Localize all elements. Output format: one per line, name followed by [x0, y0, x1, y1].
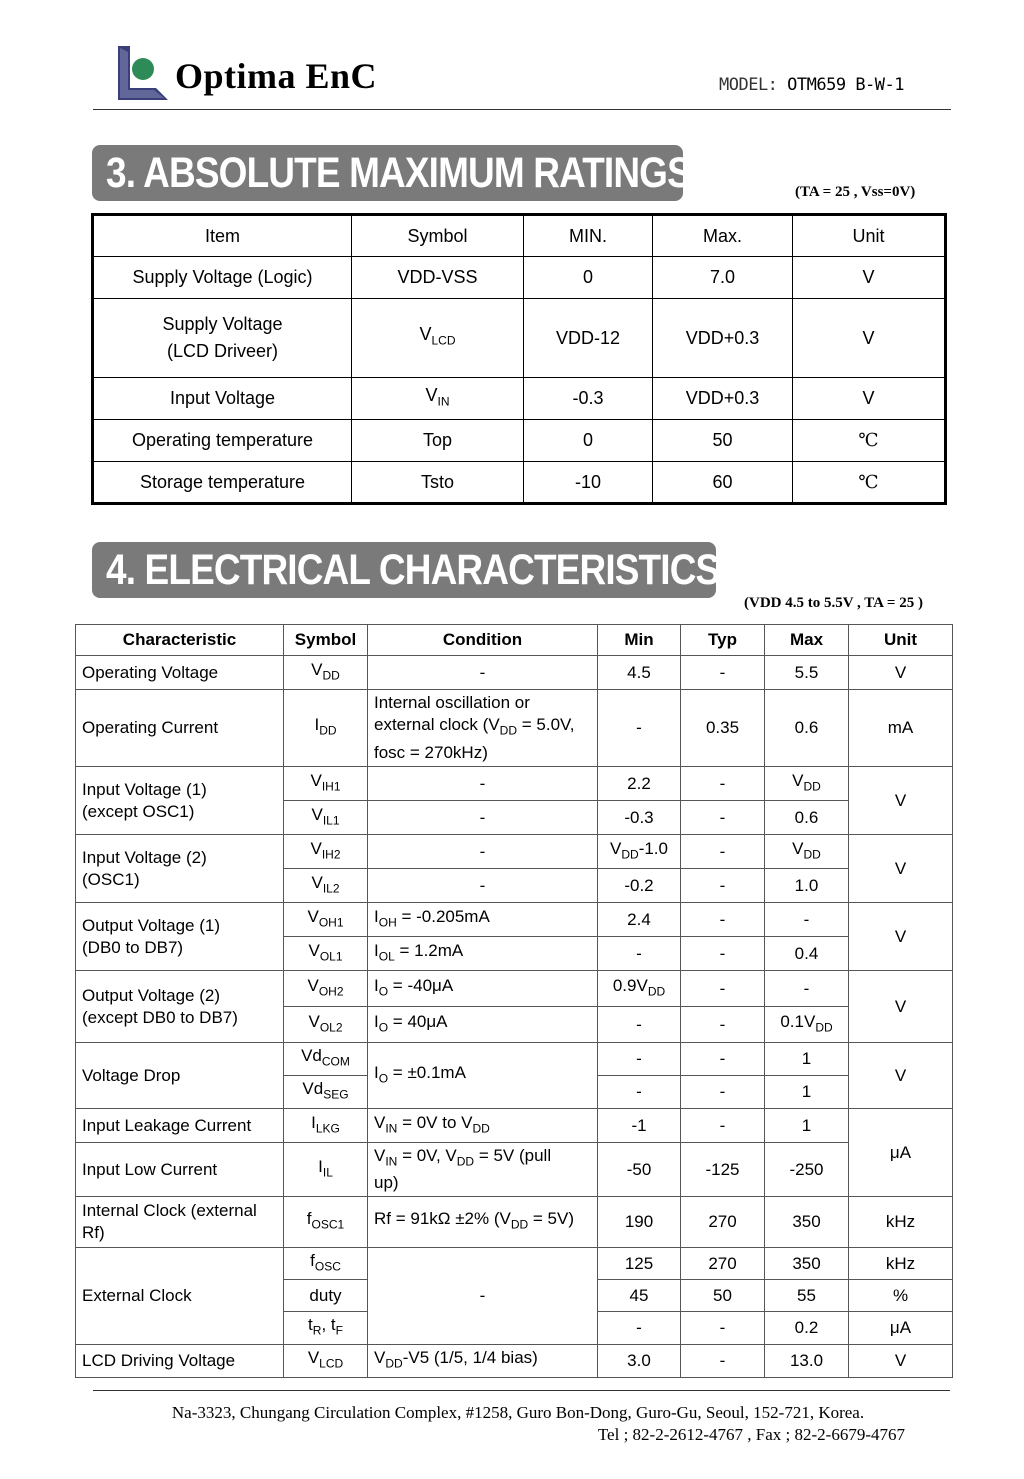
typ-cell: 270	[681, 1197, 765, 1248]
typ-cell: -	[681, 937, 765, 971]
symbol-cell: $V_{OL1}$	[284, 937, 368, 971]
typ-cell: -	[681, 869, 765, 903]
symbol-cell: $V_{OH2}$	[284, 971, 368, 1007]
table-row	[76, 1248, 953, 1280]
min-cell: -0.2	[598, 869, 681, 903]
unit-cell: V	[849, 835, 953, 903]
symbol-cell: $V_{LCD}$	[284, 1345, 368, 1378]
column-header: MIN.	[524, 215, 653, 257]
typ-cell: -	[681, 1312, 765, 1345]
min-cell: -	[598, 1312, 681, 1345]
max-cell: -	[765, 971, 849, 1007]
min-cell: $V_{DD}-1.0$	[598, 835, 681, 869]
column-header: Condition	[368, 625, 598, 656]
section-4-conditions: (VDD 4.5 to 5.5V , TA = 25 )	[744, 595, 923, 611]
column-header: Characteristic	[76, 625, 284, 656]
model-number: MODEL: OTM659 B-W-1	[719, 75, 904, 95]
characteristic-cell: Operating Voltage	[76, 656, 284, 690]
section-3-title: 3. ABSOLUTE MAXIMUM RATINGS	[92, 145, 683, 201]
condition-cell: $V_{DD}-V5$ (1/5, 1/4 bias)	[368, 1345, 598, 1378]
symbol-cell: $t_R$, $t_F$	[284, 1312, 368, 1345]
max-cell: 1.0	[765, 869, 849, 903]
max-cell: 13.0	[765, 1345, 849, 1378]
min-cell: 3.0	[598, 1345, 681, 1378]
min-cell: -50	[598, 1143, 681, 1197]
min-cell: -	[598, 937, 681, 971]
max-cell: $V_{DD}$	[765, 767, 849, 801]
max-cell: VDD+0.3	[653, 299, 793, 378]
max-cell: -250	[765, 1143, 849, 1197]
symbol-cell: $V_{OH1}$	[284, 903, 368, 937]
table-row	[76, 903, 953, 937]
max-cell: 1	[765, 1043, 849, 1076]
table-row	[76, 971, 953, 1007]
table-row	[76, 1197, 953, 1248]
symbol-cell: $V_{DD}$	[284, 656, 368, 690]
characteristic-cell: External Clock	[76, 1248, 284, 1345]
company-name: Optima EnC	[175, 56, 378, 96]
typ-cell: -125	[681, 1143, 765, 1197]
unit-cell: ℃	[793, 420, 946, 462]
unit-cell: kHz	[849, 1197, 953, 1248]
unit-cell: ℃	[793, 462, 946, 504]
characteristic-cell: Input Low Current	[76, 1143, 284, 1197]
table-row	[76, 835, 953, 869]
symbol-cell: Top	[352, 420, 524, 462]
typ-cell: 0.35	[681, 690, 765, 767]
symbol-cell: $I_{IL}$	[284, 1143, 368, 1197]
min-cell: -1	[598, 1109, 681, 1143]
characteristic-cell: Internal Clock (external Rf)	[76, 1197, 284, 1248]
unit-cell: μA	[849, 1312, 953, 1345]
section-3-conditions: (TA = 25 , Vss=0V)	[795, 184, 916, 200]
min-cell: 125	[598, 1248, 681, 1280]
item-cell: Storage temperature	[93, 462, 352, 504]
symbol-cell: Tsto	[352, 462, 524, 504]
min-cell: -0.3	[524, 378, 653, 420]
table-row	[76, 1345, 953, 1378]
max-cell: 1	[765, 1109, 849, 1143]
min-cell: 190	[598, 1197, 681, 1248]
unit-cell: V	[849, 767, 953, 835]
condition-cell: -	[368, 835, 598, 869]
max-cell: 350	[765, 1248, 849, 1280]
min-cell: -	[598, 1043, 681, 1076]
unit-cell: V	[849, 903, 953, 971]
typ-cell: -	[681, 1109, 765, 1143]
max-cell: 5.5	[765, 656, 849, 690]
unit-cell: mA	[849, 690, 953, 767]
characteristic-cell: Input Leakage Current	[76, 1109, 284, 1143]
max-cell: 60	[653, 462, 793, 504]
min-cell: 0	[524, 257, 653, 299]
absolute-max-ratings-table	[91, 213, 947, 505]
max-cell: 0.4	[765, 937, 849, 971]
unit-cell: kHz	[849, 1248, 953, 1280]
item-cell: Supply Voltage (LCD Driveer)	[93, 299, 352, 378]
max-cell: $V_{DD}$	[765, 835, 849, 869]
condition-cell: -	[368, 1248, 598, 1345]
max-cell: 350	[765, 1197, 849, 1248]
item-cell: Input Voltage	[93, 378, 352, 420]
min-cell: 0	[524, 420, 653, 462]
typ-cell: -	[681, 656, 765, 690]
table-header-row	[76, 625, 953, 656]
condition-cell: -	[368, 869, 598, 903]
table-row	[76, 1143, 953, 1197]
table-row	[93, 420, 946, 462]
max-cell: 7.0	[653, 257, 793, 299]
condition-cell: $I_O = -40\mu A$	[368, 971, 598, 1007]
unit-cell: V	[849, 1043, 953, 1109]
column-header: Max	[765, 625, 849, 656]
unit-cell: V	[849, 971, 953, 1043]
condition-cell: Internal oscillation or external clock ($V_{DD} = 5.0V$, fosc = 270kHz)	[368, 690, 598, 767]
max-cell: 50	[653, 420, 793, 462]
unit-cell: μA	[849, 1109, 953, 1197]
max-cell: 1	[765, 1076, 849, 1109]
table-row	[93, 299, 946, 378]
condition-cell: $I_O = \pm 0.1mA$	[368, 1043, 598, 1109]
footer-contact: Tel ; 82-2-2612-4767 , Fax ; 82-2-6679-4767	[597, 1425, 905, 1444]
unit-cell: V	[793, 257, 946, 299]
symbol-cell: $V_{LCD}$	[352, 299, 524, 378]
symbol-cell: $I_{LKG}$	[284, 1109, 368, 1143]
min-cell: -10	[524, 462, 653, 504]
max-cell: 0.6	[765, 690, 849, 767]
typ-cell: -	[681, 835, 765, 869]
min-cell: 4.5	[598, 656, 681, 690]
footer-address: Na-3323, Chungang Circulation Complex, #1258, Guro Bon-Dong, Guro-Gu, Seoul, 152-721, Korea.	[171, 1403, 865, 1422]
typ-cell: -	[681, 767, 765, 801]
symbol-cell: $I_{DD}$	[284, 690, 368, 767]
table-row	[93, 462, 946, 504]
min-cell: 2.2	[598, 767, 681, 801]
typ-cell: 270	[681, 1248, 765, 1280]
min-cell: -	[598, 1007, 681, 1043]
characteristic-cell: Operating Current	[76, 690, 284, 767]
symbol-cell: $V_{OL2}$	[284, 1007, 368, 1043]
min-cell: -0.3	[598, 801, 681, 835]
max-cell: VDD+0.3	[653, 378, 793, 420]
characteristic-cell: Output Voltage (2) (except DB0 to DB7)	[76, 971, 284, 1043]
unit-cell: V	[849, 656, 953, 690]
item-cell: Supply Voltage (Logic)	[93, 257, 352, 299]
symbol-cell: $V_{IL2}$	[284, 869, 368, 903]
column-header: Symbol	[284, 625, 368, 656]
unit-cell: V	[793, 378, 946, 420]
column-header: Min	[598, 625, 681, 656]
column-header: Unit	[849, 625, 953, 656]
column-header: Item	[93, 215, 352, 257]
min-cell: VDD-12	[524, 299, 653, 378]
condition-cell: -	[368, 801, 598, 835]
symbol-cell: $V_{IH1}$	[284, 767, 368, 801]
max-cell: $0.1V_{DD}$	[765, 1007, 849, 1043]
table-row	[93, 378, 946, 420]
typ-cell: 50	[681, 1280, 765, 1312]
company-logo	[116, 44, 168, 100]
min-cell: $0.9V_{DD}$	[598, 971, 681, 1007]
electrical-characteristics-table	[75, 624, 953, 1378]
min-cell: 45	[598, 1280, 681, 1312]
column-header: Typ	[681, 625, 765, 656]
min-cell: -	[598, 690, 681, 767]
table-row	[76, 656, 953, 690]
symbol-cell: $f_{OSC}$	[284, 1248, 368, 1280]
characteristic-cell: Output Voltage (1) (DB0 to DB7)	[76, 903, 284, 971]
characteristic-cell: LCD Driving Voltage	[76, 1345, 284, 1378]
section-4-title: 4. ELECTRICAL CHARACTERISTICS	[92, 542, 716, 598]
table-row	[93, 257, 946, 299]
max-cell: 0.6	[765, 801, 849, 835]
condition-cell: Rf = 91kΩ ±2% $(V_{DD} = 5V)$	[368, 1197, 598, 1248]
typ-cell: -	[681, 801, 765, 835]
max-cell: -	[765, 903, 849, 937]
typ-cell: -	[681, 1076, 765, 1109]
min-cell: 2.4	[598, 903, 681, 937]
column-header: Max.	[653, 215, 793, 257]
typ-cell: -	[681, 971, 765, 1007]
condition-cell: $I_{OH} = -0.205mA$	[368, 903, 598, 937]
column-header: Unit	[793, 215, 946, 257]
typ-cell: -	[681, 1043, 765, 1076]
table-row	[76, 1109, 953, 1143]
header-rule	[93, 109, 951, 110]
footer-rule	[93, 1390, 950, 1391]
table-row	[76, 767, 953, 801]
max-cell: 0.2	[765, 1312, 849, 1345]
typ-cell: -	[681, 903, 765, 937]
typ-cell: -	[681, 1345, 765, 1378]
condition-cell: $V_{IN} = 0V$ to $V_{DD}$	[368, 1109, 598, 1143]
condition-cell: -	[368, 767, 598, 801]
condition-cell: $V_{IN} = 0V$, $V_{DD} = 5V$ (pull up)	[368, 1143, 598, 1197]
characteristic-cell: Input Voltage (1) (except OSC1)	[76, 767, 284, 835]
symbol-cell: duty	[284, 1280, 368, 1312]
min-cell: -	[598, 1076, 681, 1109]
typ-cell: -	[681, 1007, 765, 1043]
table-row	[76, 1043, 953, 1076]
unit-cell: %	[849, 1280, 953, 1312]
condition-cell: $I_{OL} = 1.2mA$	[368, 937, 598, 971]
item-cell: Operating temperature	[93, 420, 352, 462]
symbol-cell: $V_{IH2}$	[284, 835, 368, 869]
column-header: Symbol	[352, 215, 524, 257]
unit-cell: V	[849, 1345, 953, 1378]
characteristic-cell: Input Voltage (2) (OSC1)	[76, 835, 284, 903]
characteristic-cell: Voltage Drop	[76, 1043, 284, 1109]
table-row	[76, 690, 953, 767]
table-header-row	[93, 215, 946, 257]
symbol-cell: VDD-VSS	[352, 257, 524, 299]
symbol-cell: $Vd_{SEG}$	[284, 1076, 368, 1109]
max-cell: 55	[765, 1280, 849, 1312]
unit-cell: V	[793, 299, 946, 378]
condition-cell: -	[368, 656, 598, 690]
symbol-cell: $V_{IL1}$	[284, 801, 368, 835]
symbol-cell: $Vd_{COM}$	[284, 1043, 368, 1076]
symbol-cell: $V_{IN}$	[352, 378, 524, 420]
symbol-cell: $f_{OSC1}$	[284, 1197, 368, 1248]
condition-cell: $I_O = 40\mu A$	[368, 1007, 598, 1043]
